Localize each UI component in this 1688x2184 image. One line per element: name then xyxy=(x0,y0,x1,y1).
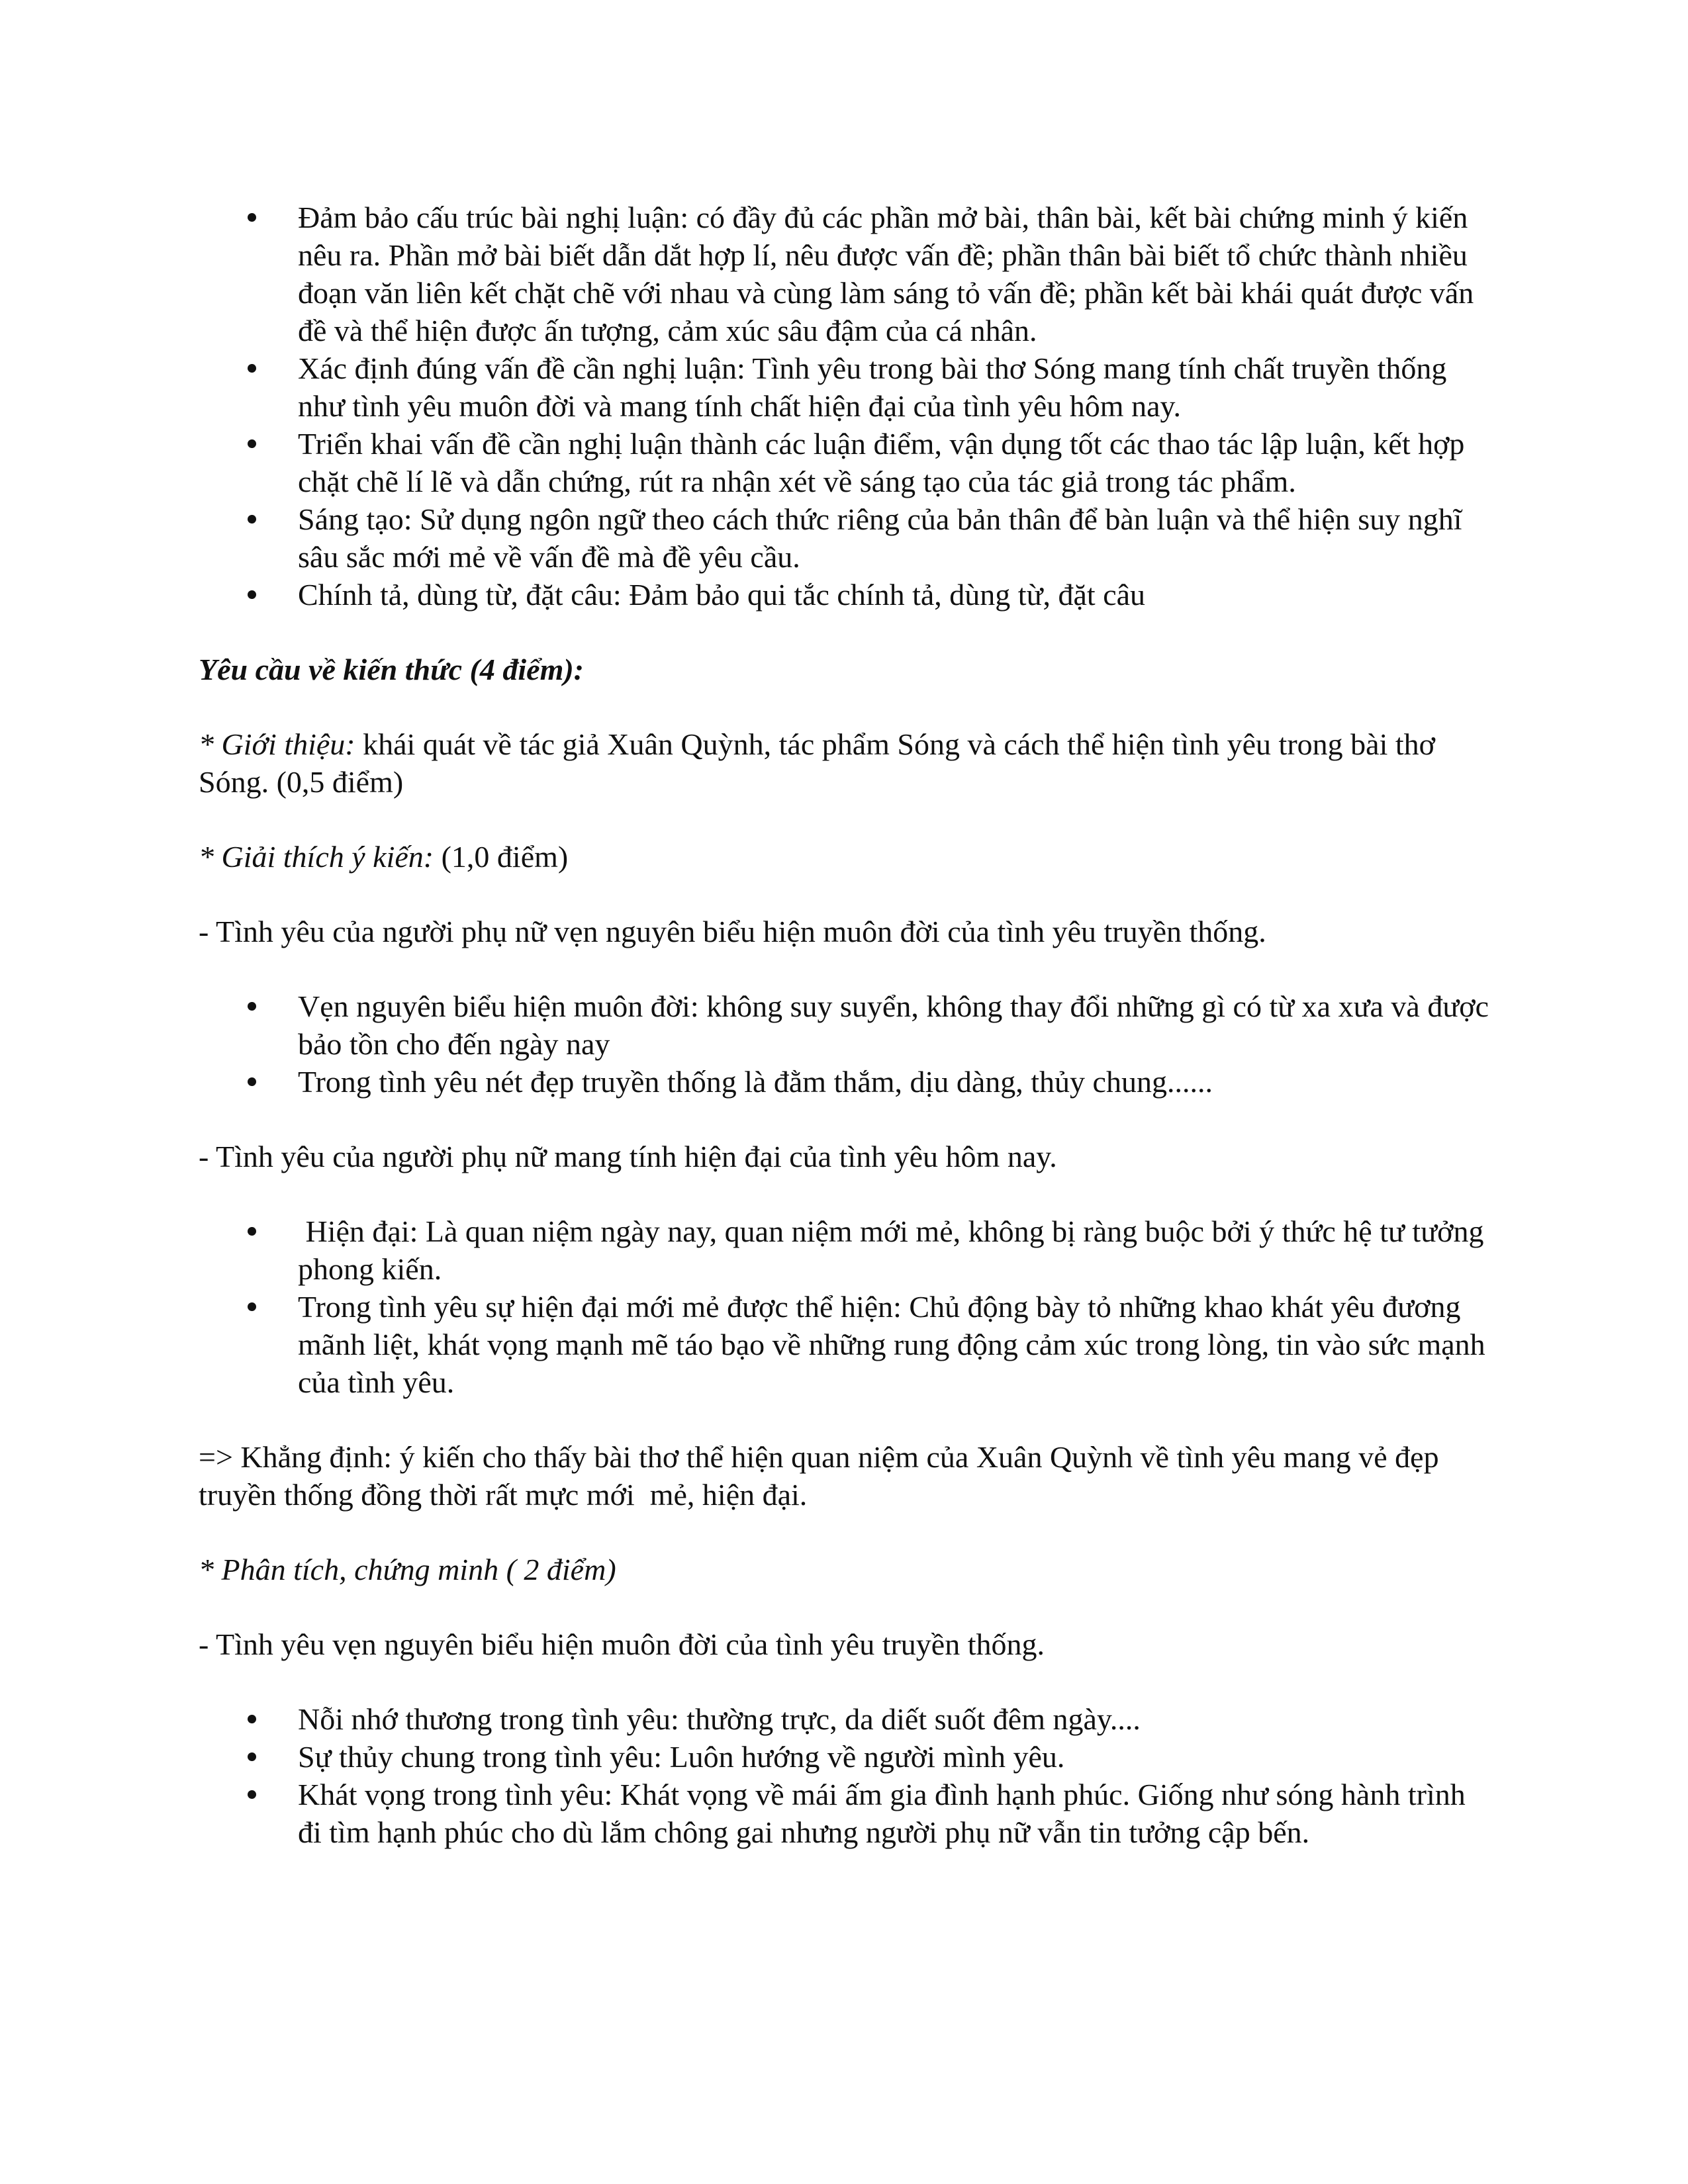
bullet-icon xyxy=(248,1790,256,1799)
list-item: Chính tả, dùng từ, đặt câu: Đảm bảo qui tắc chính tả, dùng từ, đặt câu xyxy=(199,576,1496,614)
bullet-icon xyxy=(248,1302,256,1311)
bullet-icon xyxy=(248,1715,256,1723)
bullet-icon xyxy=(248,590,256,599)
list-item: Vẹn nguyên biểu hiện muôn đời: không suy suyển, không thay đổi những gì có từ xa xưa và được bảo tồn cho đến ngày nay xyxy=(199,987,1496,1063)
bullet-icon xyxy=(248,213,256,222)
traditional-list xyxy=(199,987,1496,1101)
list-item: Hiện đại: Là quan niệm ngày nay, quan niệm mới mẻ, không bị ràng buộc bởi ý thức hệ tư tưởng phong kiến. xyxy=(199,1212,1496,1288)
requirements-list xyxy=(199,199,1496,614)
modern-list xyxy=(199,1212,1496,1401)
analysis-heading: * Phân tích, chứng minh ( 2 điểm) xyxy=(199,1553,616,1586)
modern-lead: - Tình yêu của người phụ nữ mang tính hiện đại của tình yêu hôm nay. xyxy=(199,1140,1057,1173)
list-item: Xác định đúng vấn đề cần nghị luận: Tình yêu trong bài thơ Sóng mang tính chất truyền thống như tình yêu muôn đời và mang tính chất hiện đại của tình yêu hôm nay. xyxy=(199,349,1496,425)
bullet-icon xyxy=(248,1227,256,1236)
list-item: Triển khai vấn đề cần nghị luận thành các luận điểm, vận dụng tốt các thao tác lập luận, kết hợp chặt chẽ lí lẽ và dẫn chứng, rút ra nhận xét về sáng tạo của tác giả trong tác phẩm. xyxy=(199,425,1496,500)
analysis-lead: - Tình yêu vẹn nguyên biểu hiện muôn đời của tình yêu truyền thống. xyxy=(199,1627,1045,1661)
bullet-icon xyxy=(248,1752,256,1761)
document-body xyxy=(199,199,1496,1851)
intro-text: khái quát về tác giả Xuân Quỳnh, tác phẩm Sóng và cách thể hiện tình yêu trong bài thơ Sóng. (0,5 điểm) xyxy=(199,727,1435,799)
bullet-icon xyxy=(248,439,256,448)
conclusion-paragraph: => Khẳng định: ý kiến cho thấy bài thơ thể hiện quan niệm của Xuân Quỳnh về tình yêu mang vẻ đẹp truyền thống đồng thời rất mực mới mẻ, hiện đại. xyxy=(199,1440,1447,1512)
knowledge-heading: Yêu cầu về kiến thức (4 điểm): xyxy=(199,653,584,686)
bullet-icon xyxy=(248,1002,256,1011)
explain-text: (1,0 điểm) xyxy=(434,840,569,874)
list-item: Khát vọng trong tình yêu: Khát vọng về mái ấm gia đình hạnh phúc. Giống như sóng hành trình đi tìm hạnh phúc cho dù lắm chông gai nhưng người phụ nữ vẫn tin tưởng cập bến. xyxy=(199,1776,1496,1851)
bullet-icon xyxy=(248,515,256,523)
list-item: Sự thủy chung trong tình yêu: Luôn hướng về người mình yêu. xyxy=(199,1738,1496,1776)
list-item: Trong tình yêu nét đẹp truyền thống là đằm thắm, dịu dàng, thủy chung...... xyxy=(199,1063,1496,1101)
explain-paragraph xyxy=(199,838,1496,876)
analysis-list xyxy=(199,1700,1496,1851)
bullet-icon xyxy=(248,1077,256,1086)
bullet-icon xyxy=(248,364,256,373)
list-item: Nỗi nhớ thương trong tình yêu: thường trực, da diết suốt đêm ngày.... xyxy=(199,1700,1496,1738)
intro-label: * Giới thiệu: xyxy=(199,727,355,761)
explain-label: * Giải thích ý kiến: xyxy=(199,840,434,874)
list-item: Trong tình yêu sự hiện đại mới mẻ được thể hiện: Chủ động bày tỏ những khao khát yêu đương mãnh liệt, khát vọng mạnh mẽ táo bạo về những rung động cảm xúc trong lòng, tin vào sức mạnh của tình yêu. xyxy=(199,1288,1496,1401)
list-item: Sáng tạo: Sử dụng ngôn ngữ theo cách thức riêng của bản thân để bàn luận và thể hiện suy nghĩ sâu sắc mới mẻ về vấn đề mà đề yêu cầu. xyxy=(199,500,1496,576)
intro-paragraph xyxy=(199,725,1496,801)
traditional-lead: - Tình yêu của người phụ nữ vẹn nguyên biểu hiện muôn đời của tình yêu truyền thống. xyxy=(199,915,1266,948)
list-item: Đảm bảo cấu trúc bài nghị luận: có đầy đủ các phần mở bài, thân bài, kết bài chứng minh ý kiến nêu ra. Phần mở bài biết dẫn dắt hợp lí, nêu được vấn đề; phần thân bài biết tổ chức thành nhiều đoạn văn liên kết chặt chẽ với nhau và cùng làm sáng tỏ vấn đề; phần kết bài khái quát được vấn đề và thể hiện được ấn tượng, cảm xúc sâu đậm của cá nhân. xyxy=(199,199,1496,349)
